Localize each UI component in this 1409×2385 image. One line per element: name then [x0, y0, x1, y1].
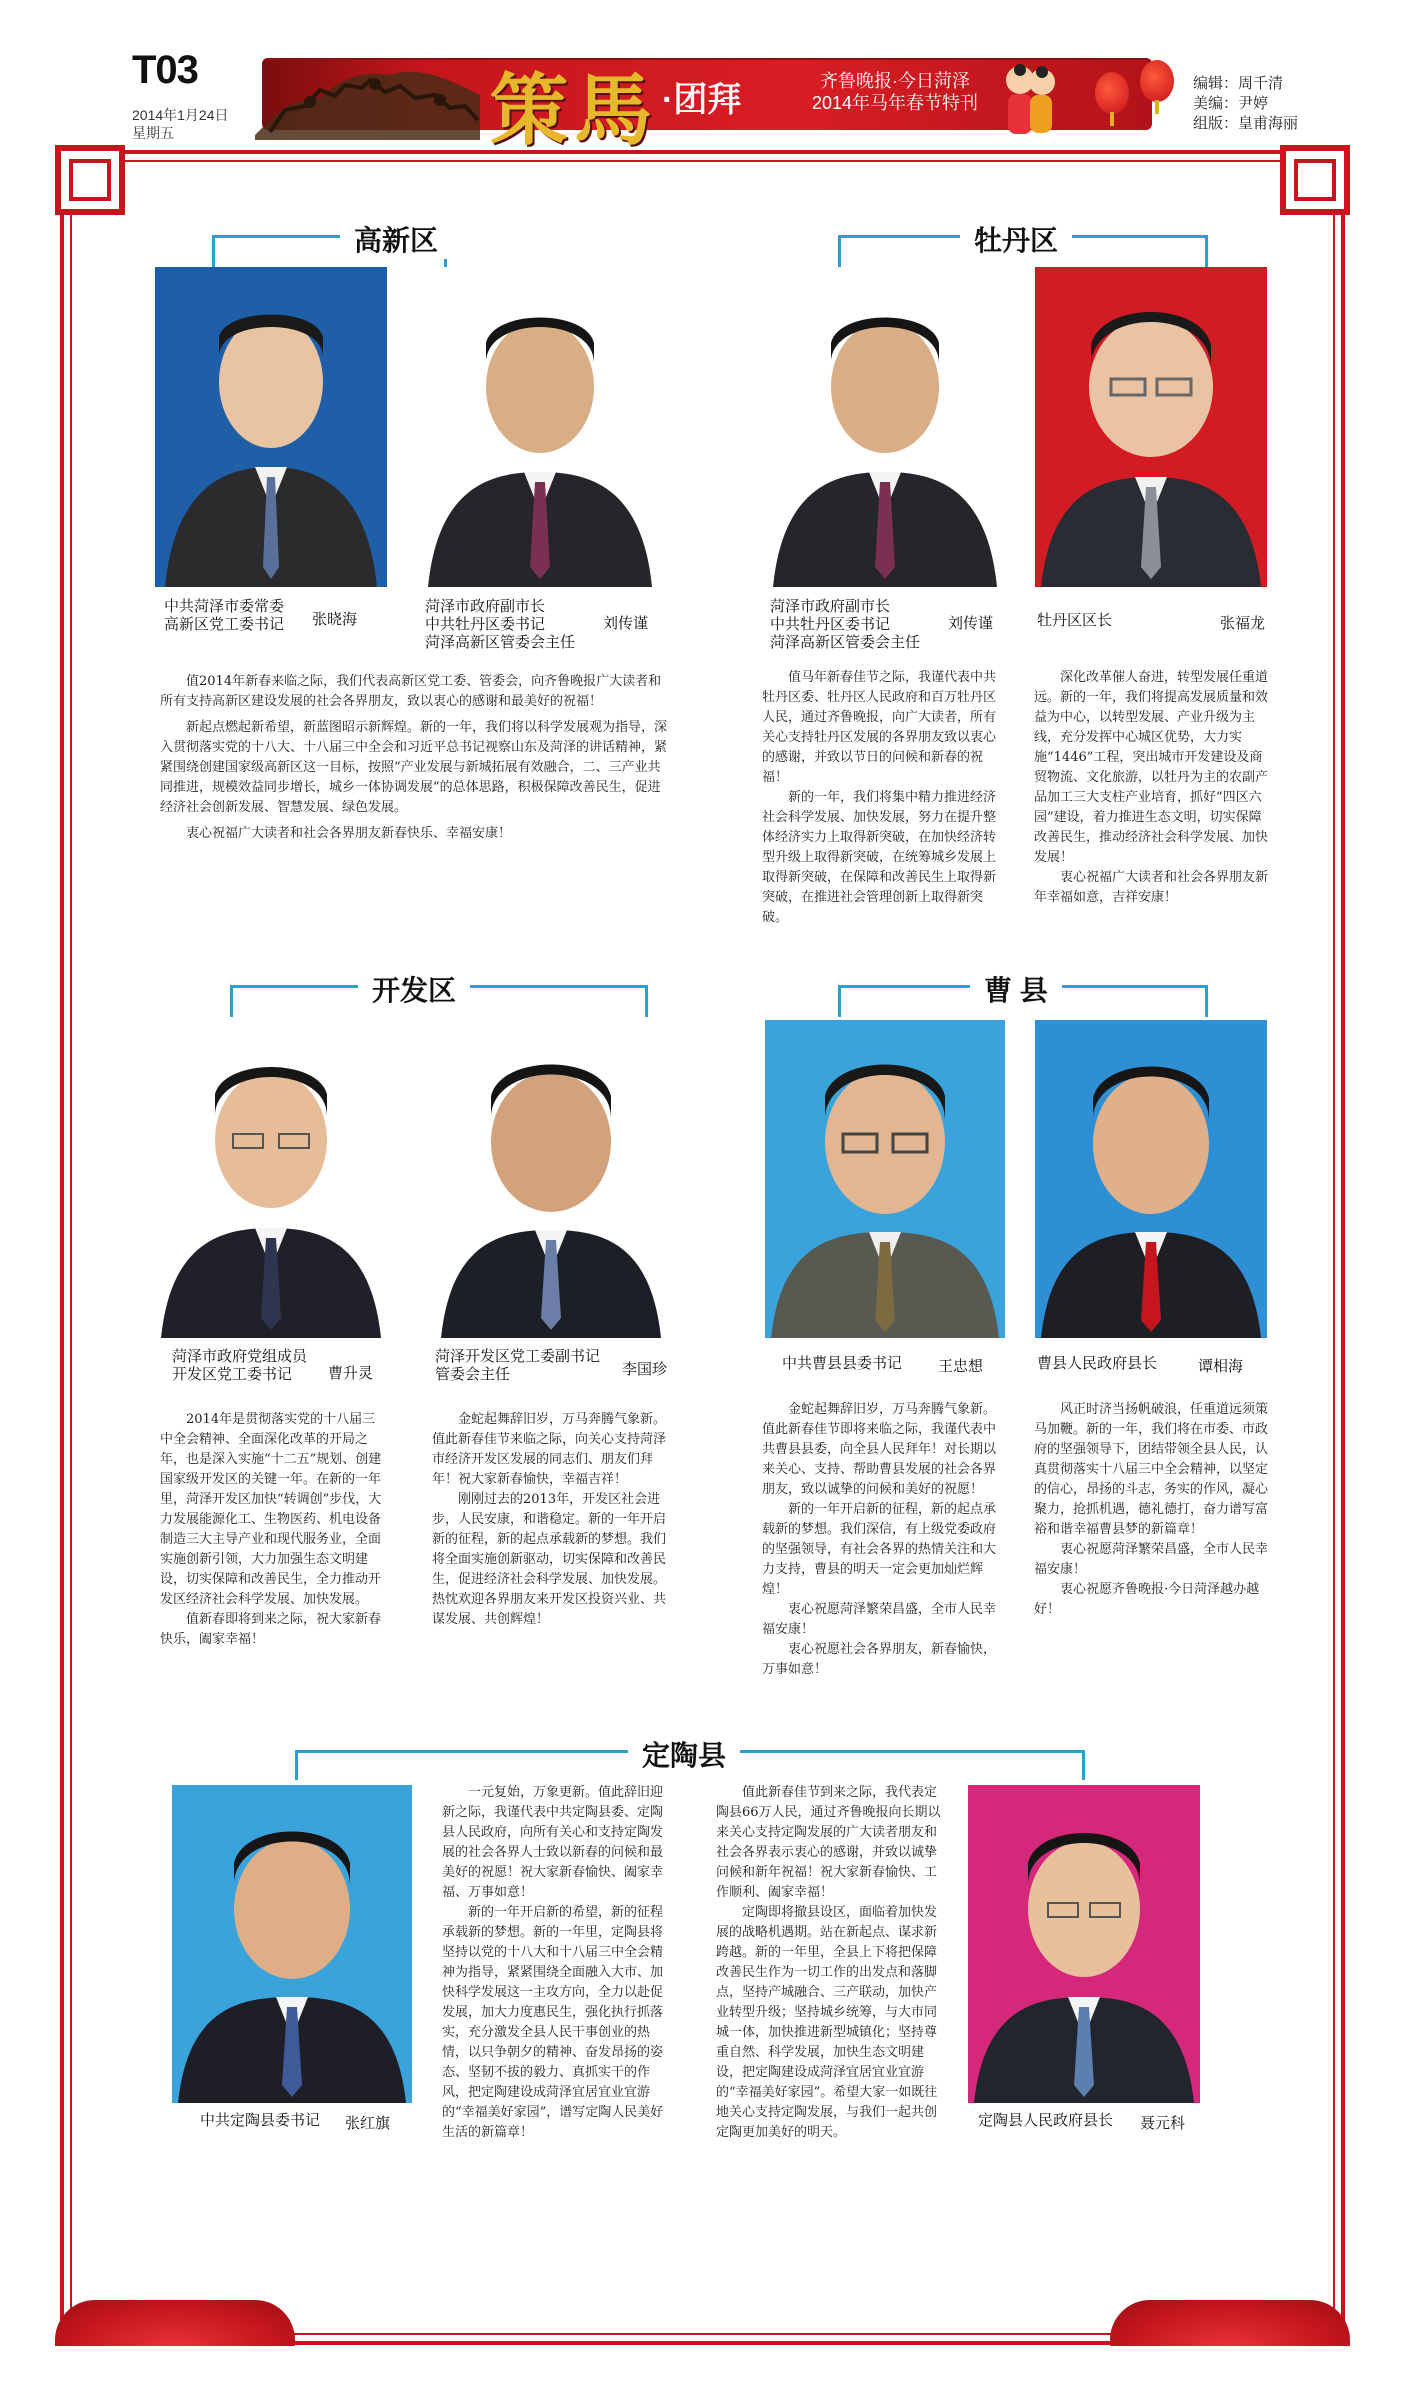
section-connector — [838, 985, 841, 1017]
greeting-text — [160, 1410, 388, 1710]
greeting-paragraph: 衷心祝福广大读者和社会各界朋友新春快乐、幸福安康！ — [186, 826, 512, 841]
person-title: 中共菏泽市委常委 高新区党工委书记 — [164, 598, 285, 633]
editor-credits — [1193, 74, 1298, 134]
portrait-photo — [1035, 1020, 1267, 1338]
greeting-paragraph: 衷心祝愿社会各界朋友，新春愉快，万事如意！ — [762, 1642, 997, 1677]
greeting-text — [1034, 1400, 1268, 1710]
weekday-text: 星期五 — [132, 125, 174, 141]
section-connector — [230, 985, 233, 1017]
person-name: 刘传谨 — [948, 615, 994, 632]
portrait-photo — [435, 1020, 667, 1338]
date-text: 2014年1月24日 — [132, 107, 229, 123]
greeting-text — [716, 1783, 948, 2223]
greeting-paragraph: 值马年新春佳节之际，我谨代表中共牡丹区委、牡丹区人民政府和百万牡丹区人民，通过齐鲁晚报，向广大读者，所有关心支持牡丹区发展的各界朋友致以衷心的感谢，并致以节日的问候和新春的祝福！ — [762, 670, 997, 785]
greeting-text — [160, 672, 672, 942]
section-connector — [295, 1750, 298, 1780]
greeting-paragraph: 2014年是贯彻落实党的十八届三中全会精神、全面深化改革的开局之年，也是深入实施“十二五”规划、创建国家级开发区的关键一年。在新的一年里，菏泽开发区加快“转调创”步伐，大力发展能源化工、生物医药、机电设备制造三大主导产业和现代服务业，全面实施创新引领，大力加强生态文明建设，切实保障和改善民生，全力推动开发区经济社会科学发展、加快发展。 — [160, 1412, 382, 1607]
person-title: 中共曹县县委书记 — [782, 1355, 903, 1372]
portrait-photo — [420, 267, 660, 587]
greeting-paragraph: 值新春即将到来之际，祝大家新春快乐，阖家幸福！ — [160, 1612, 382, 1647]
greeting-text — [1034, 668, 1268, 953]
person-name: 刘传谨 — [603, 615, 649, 632]
person-title: 菏泽市政府副市长 中共牡丹区委书记 菏泽高新区管委会主任 — [425, 598, 576, 651]
section-title-mudan: 牡丹区 — [960, 219, 1072, 259]
greeting-paragraph: 风正时济当扬帆破浪，任重道远须策马加鞭。新的一年，我们将在市委、市政府的坚强领导下，团结带领全县人民，认真贯彻落实十八届三中全会精神，以坚定的信心，昂扬的斗志，务实的作风，凝心聚力，抢抓机遇，德礼德打，奋力谱写富裕和谐幸福曹县梦的新篇章！ — [1034, 1402, 1268, 1537]
portrait-photo — [968, 1785, 1200, 2103]
person-title: 菏泽开发区党工委副书记 管委会主任 — [435, 1348, 601, 1383]
section-connector — [1205, 235, 1208, 267]
portrait-photo — [172, 1785, 412, 2103]
person-title: 牡丹区区长 — [1037, 612, 1113, 629]
greeting-paragraph: 金蛇起舞辞旧岁，万马奔腾气象新。值此新春佳节来临之际，向关心支持菏泽市经济开发区发展的同志们、朋友们拜年！祝大家新春愉快，幸福吉祥！ — [432, 1412, 667, 1487]
frame-corner-ornament — [1280, 145, 1350, 215]
greeting-paragraph: 新起点燃起新希望，新蓝图昭示新辉煌。新的一年，我们将以科学发展观为指导，深入贯彻落实党的十八大、十八届三中全会和习近平总书记视察山东及菏泽的讲话精神，紧紧围绕创建国家级高新区这一目标，按照“产业发展与新城拓展有效融合，二、三产业共同推进，规模效益同步增长，城乡一体协调发展”的总体思路，积极保障改善民生，促进经济社会创新发展、智慧发展、绿色发展。 — [160, 720, 668, 815]
person-title: 中共定陶县委书记 — [200, 2112, 321, 2129]
greeting-paragraph: 深化改革催人奋进，转型发展任重道远。新的一年，我们将提高发展质量和效益为中心，以转型发展、产业升级为主线，充分发挥中心城区优势，大力实施“1446”工程，突出城市开发建设及商贸物流、文化旅游，以牡丹为主的农副产品加工三大支柱产业培育，抓好“四区六园”建设，着力推进生态文明，切实保障改善民生，推动经济社会科学发展、加快发展！ — [1034, 670, 1268, 865]
art-editor-name: 美编：尹婷 — [1193, 95, 1269, 112]
greeting-paragraph: 新的一年开启新的希望，新的征程承载新的梦想。新的一年里，定陶县将坚持以党的十八大和十八届三中全会精神为指导，紧紧围绕全面融入大市、加快科学发展这一主攻方向，全力以赴促发展，加大力度惠民生，强化执行抓落实，充分激发全县人民干事创业的热情，以只争朝夕的精神、奋发昂扬的姿态、坚韧不拔的毅力、真抓实干的作风，把定陶建设成菏泽宜居宜业宜游的“幸福美好家园”，谱写定陶人民美好生活的新篇章！ — [442, 1905, 664, 2140]
issue-date — [132, 106, 229, 142]
greeting-paragraph: 新的一年开启新的征程，新的起点承载新的梦想。我们深信，有上级党委政府的坚强领导，有社会各界的热情关注和大力支持，曹县的明天一定会更加灿烂辉煌！ — [762, 1502, 997, 1597]
lantern-icon — [1140, 60, 1174, 102]
banner-title: 策馬 — [490, 65, 659, 156]
cloud-ornament — [55, 2300, 295, 2346]
person-title: 菏泽市政府党组成员 开发区党工委书记 — [172, 1348, 308, 1383]
editor-name: 编辑：周千清 — [1193, 75, 1284, 92]
person-name: 曹升灵 — [328, 1365, 374, 1382]
cloud-ornament — [1110, 2300, 1350, 2346]
greeting-paragraph: 衷心祝福广大读者和社会各界朋友新年幸福如意，吉祥安康！ — [1034, 870, 1268, 905]
section-connector — [838, 235, 841, 267]
portrait-photo — [155, 1020, 387, 1338]
portrait-photo — [765, 1020, 1005, 1338]
greeting-paragraph: 金蛇起舞辞旧岁，万马奔腾气象新。值此新春佳节即将来临之际，我谨代表中共曹县县委，向全县人民拜年！对长期以来关心、支持、帮助曹县发展的社会各界朋友，致以诚挚的问候和美好的祝愿！ — [762, 1402, 997, 1497]
section-title-dingtao: 定陶县 — [628, 1734, 740, 1774]
portrait-photo — [155, 267, 387, 587]
person-name: 李国珍 — [622, 1361, 668, 1378]
lantern-icon — [1095, 72, 1129, 114]
person-title: 定陶县人民政府县长 — [978, 2112, 1114, 2129]
greeting-paragraph: 新的一年，我们将集中精力推进经济社会科学发展、加快发展，努力在提升整体经济实力上取得新突破，在加快经济转型升级上取得新突破，在统筹城乡发展上取得新突破，在保障和改善民生上取得新突破，在推进社会管理创新上取得新突破。 — [762, 790, 997, 925]
section-title-caoxian: 曹 县 — [970, 969, 1062, 1009]
greeting-paragraph: 一元复始，万象更新。值此辞旧迎新之际，我谨代表中共定陶县委、定陶县人民政府，向所有关心和支持定陶发展的社会各界人士致以新春的问候和最美好的祝愿！祝大家新春愉快、阖家幸福、万事如意！ — [442, 1785, 664, 1900]
greeting-paragraph: 衷心祝愿菏泽繁荣昌盛，全市人民幸福安康！ — [762, 1602, 997, 1637]
portrait-photo — [1035, 267, 1267, 587]
person-name: 谭相海 — [1198, 1358, 1244, 1375]
banner-subtitle: ·团拜 — [662, 81, 742, 119]
publication-line1: 齐鲁晚报·今日菏泽 — [820, 71, 971, 91]
section-connector — [212, 235, 215, 267]
greeting-paragraph: 衷心祝愿菏泽繁荣昌盛，全市人民幸福安康！ — [1034, 1542, 1268, 1577]
section-title-gaoxin: 高新区 — [340, 219, 452, 259]
publication-label — [812, 70, 978, 114]
frame-corner-ornament — [55, 145, 125, 215]
greeting-text — [762, 1400, 1004, 1710]
section-connector — [1082, 1750, 1085, 1780]
layout-editor-name: 组版：皇甫海丽 — [1193, 115, 1299, 132]
greeting-paragraph: 值2014年新春来临之际，我们代表高新区党工委、管委会，向齐鲁晚报广大读者和所有支持高新区建设发展的社会各界朋友，致以衷心的感谢和最美好的祝福！ — [160, 674, 662, 709]
publication-line2: 2014年马年春节特刊 — [812, 93, 979, 113]
person-name: 王忠想 — [938, 1358, 984, 1375]
person-name: 张红旗 — [345, 2115, 391, 2132]
section-connector — [1205, 985, 1208, 1017]
horses-illustration — [250, 40, 485, 150]
greeting-text — [442, 1783, 670, 2223]
person-name: 张晓海 — [312, 611, 358, 628]
greeting-paragraph: 值此新春佳节到来之际，我代表定陶县66万人民，通过齐鲁晚报向长期以来关心支持定陶发展的广大读者朋友和社会各界表示衷心的感谢，并致以诚挚问候和新年祝福！祝大家新春愉快、工作顺利、阖家幸福！ — [716, 1785, 941, 1900]
person-name: 张福龙 — [1220, 615, 1266, 632]
children-illustration — [1000, 58, 1060, 148]
person-title: 菏泽市政府副市长 中共牡丹区委书记 菏泽高新区管委会主任 — [770, 598, 921, 651]
page-number: T03 — [132, 48, 198, 92]
section-title-kaifa: 开发区 — [358, 969, 470, 1009]
person-title: 曹县人民政府县长 — [1037, 1355, 1158, 1372]
greeting-paragraph: 衷心祝愿齐鲁晚报·今日菏泽越办越好！ — [1034, 1582, 1260, 1617]
section-connector — [645, 985, 648, 1017]
greeting-paragraph: 刚刚过去的2013年，开发区社会进步，人民安康，和谐稳定。新的一年开启新的征程，新的起点承载新的梦想。我们将全面实施创新驱动，切实保障和改善民生，促进经济社会科学发展、加快发展。热忱欢迎各界朋友来开发区投资兴业、共谋发展、共创辉煌！ — [432, 1492, 667, 1627]
greeting-text — [762, 668, 1004, 953]
person-name: 聂元科 — [1140, 2115, 1186, 2132]
greeting-text — [432, 1410, 670, 1710]
greeting-paragraph: 定陶即将撤县设区，面临着加快发展的战略机遇期。站在新起点、谋求新跨越。新的一年里，全县上下将把保障改善民生作为一切工作的出发点和落脚点，坚持产城融合、三产联动，加快产业转型升级；坚持城乡统筹，与大市同城一体，加快推进新型城镇化；坚持尊重自然、科学发展，加快生态文明建设，把定陶建设成菏泽宜居宜业宜游的“幸福美好家园”。希望大家一如既往地关心支持定陶发展，与我们一起共创定陶更加美好的明天。 — [716, 1905, 938, 2140]
portrait-photo — [765, 267, 1005, 587]
